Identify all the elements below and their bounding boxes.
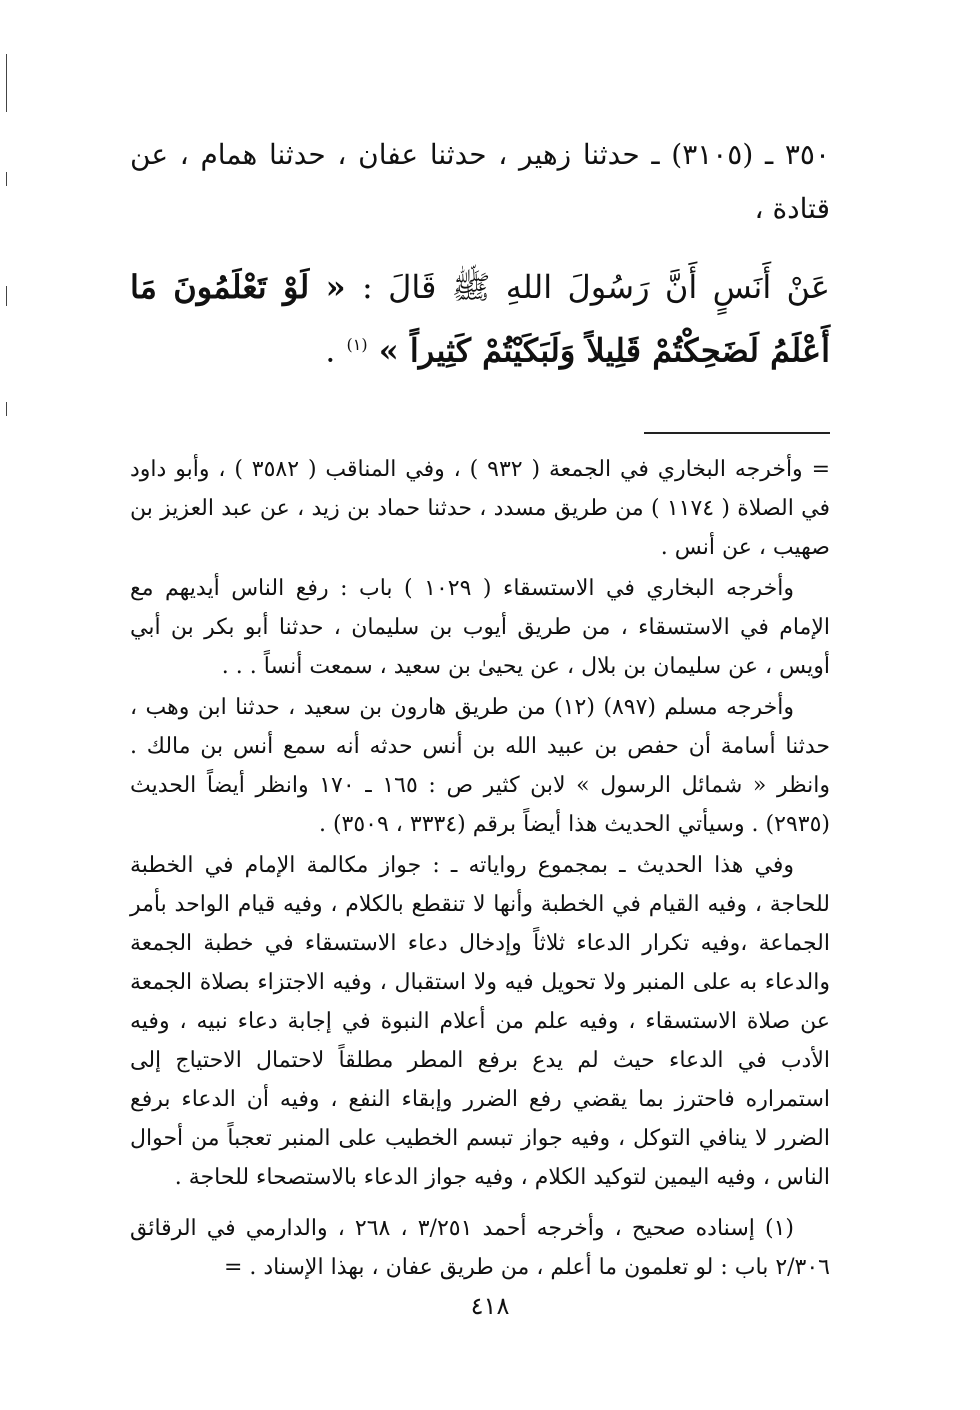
hadith-isnad: ٣٥٠ ـ (٣١٠٥) ـ حدثنا زهير ، حدثنا عفان ، حدثنا همام ، عن قتادة ، (130, 138, 830, 225)
book-page (130, 128, 830, 1289)
page-number: ٤١٨ (470, 1292, 510, 1320)
footnote-separator (644, 432, 830, 434)
footnote-reference: (١) (346, 335, 368, 354)
footnote-paragraph-continued: = وأخرجه البخاري في الجمعة ( ٩٣٢ ) ، وفي المناقب ( ٣٥٨٢ ) ، وأبو داود في الصلاة ( ١١٧٤ ) من طريق مسدد ، حدثنا حماد بن زيد ، عن عبد العزيز بن صهيب ، عن أنس . (130, 456, 831, 560)
footnote-paragraph: وأخرجه البخاري في الاستسقاء ( ١٠٢٩ ) باب : رفع الناس أيديهم مع الإمام في الاستسقاء ، من طريق أيوب بن سليمان ، حدثنا أبو بكر بن أبي أويس ، عن سليمان بن بلال ، عن يحيىٰ بن سعيد ، سمعت أنساً . . . (130, 575, 830, 679)
hadith-end-mark: . (325, 331, 336, 370)
footnote-1: (١) إسناده صحيح ، وأخرجه أحمد ٣/٢٥١ ، ٢٦٨ ، والدارمي في الرقائق ٢/٣٠٦ باب : لو تعلمون ما أعلم ، من طريق عفان ، بهذا الإسناد . = (130, 1215, 830, 1280)
hadith-matn-intro: عَنْ أَنَسٍ أَنَّ رَسُولَ اللهِ ﷺ قَالَ : (361, 268, 831, 306)
scan-edge-mark-middle (6, 172, 7, 186)
hadith-matn (130, 258, 830, 380)
scan-edge-mark-lower (6, 286, 7, 306)
footnote-commentary: وفي هذا الحديث ـ بمجموع رواياته ـ : جواز مكالمة الإمام في الخطبة للحاجة ، وفيه القيام في الخطبة وأنها لا تنقطع بالكلام ، وفيه قيام الواحد بأمر الجماعة ،وفيه تكرار الدعاء ثلاثاً وإدخال دعاء الاستسقاء في خطبة الجمعة والدعاء به على المنبر ولا تحويل فيه ولا استقبال ، وفيه الاجتزاء بصلاة الجمعة عن صلاة الاستسقاء ، وفيه علم من أعلام النبوة في إجابة دعاء نبيه ، وفيه الأدب في الدعاء حيث لم يدع برفع المطر مطلقاً لاحتمال الاحتياج إلى استمراره فاحترز بما يقضي رفع الضرر وإبقاء النفع ، وفيه أن الدعاء برفع الضرر لا ينافي التوكل ، وفيه جواز تبسم الخطيب على المنبر تعجباً من أحوال الناس ، وفيه اليمين لتوكيد الكلام ، وفيه جواز الدعاء بالاستصحاء للحاجة . (130, 852, 830, 1190)
footnote-paragraph: وأخرجه مسلم (٨٩٧) (١٢) من طريق هارون بن سعيد ، حدثنا ابن وهب ، حدثنا أسامة أن حفص بن عبيد الله بن أنس حدثه أنه سمع أنس بن مالك . وانظر « شمائل الرسول » لابن كثير ص : ١٦٥ ـ ١٧٠ وانظر أيضاً الحديث (٢٩٣٥) . وسيأتي الحديث هذا أيضاً برقم (٣٣٣٤ ، ٣٥٠٩) . (130, 694, 830, 837)
hadith-matn-quote: « لَوْ تَعْلَمُونَ مَا أَعْلَمُ لَضَحِكْتُمْ قَلِيلاً وَلَبَكَيْتُمْ كَثِيراً » (130, 268, 830, 370)
scan-edge-mark-top (6, 54, 7, 112)
scan-edge-mark-bottom (6, 402, 7, 416)
